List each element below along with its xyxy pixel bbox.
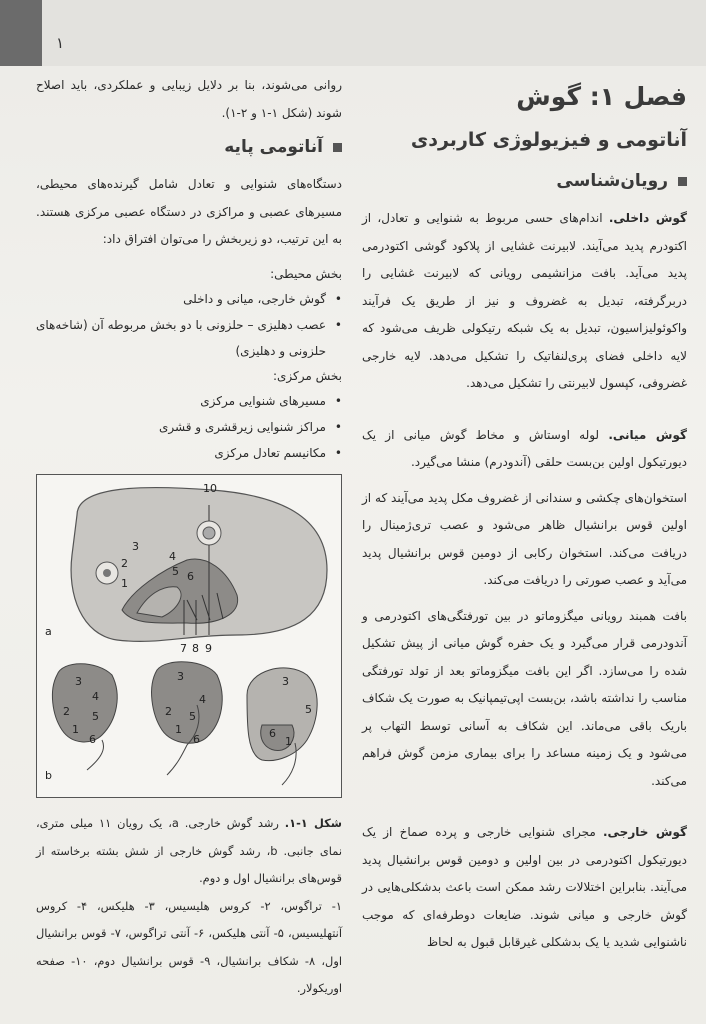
label-5: 5 bbox=[172, 565, 179, 578]
middle-ear-text-3: بافت همبند رویانی میگزوماتو در بین تورفتگی‌های اکتودرمی و آندودرمی قرار می‌گیرد و یک حفره گوش میانی از پیش تشکیل شده را می‌سازد. اگر این بافت میگزوماتو بعد از تولد تورفتگی مناسب را نداشته باشد، بن‌بست اپی‌تیمپانیک به صورت یک شکاف باریک باقی می‌ماند. این شکاف به آسانی توسط التهاب پر می‌شود و یک زمینه مساعد را برای بیماری مزمن گوش فراهم می‌کند. bbox=[362, 608, 687, 788]
middle-ear-paragraph bbox=[362, 422, 687, 477]
stage-label: 4 bbox=[92, 690, 99, 703]
inner-ear-lead: گوش داخلی. bbox=[608, 211, 687, 225]
figure-drawing bbox=[37, 475, 341, 797]
label-7: 7 bbox=[180, 642, 187, 655]
header-band bbox=[0, 0, 706, 66]
stage-label: 6 bbox=[269, 727, 276, 740]
caption-main bbox=[36, 810, 342, 893]
outer-ear-lead: گوش خارجی. bbox=[602, 825, 687, 839]
stage-label: 1 bbox=[175, 723, 182, 736]
stage-label: 6 bbox=[89, 733, 96, 746]
list-item: • مسیرهای شنوایی مرکزی bbox=[36, 388, 342, 414]
peripheral-list bbox=[36, 286, 342, 364]
panel-b-label: b bbox=[45, 769, 52, 782]
ear-stage-2 bbox=[152, 662, 223, 775]
label-4: 4 bbox=[169, 550, 176, 563]
list-item: • مکانیسم تعادل مرکزی bbox=[36, 440, 342, 466]
stage-label: 5 bbox=[92, 710, 99, 723]
stage-label: 3 bbox=[282, 675, 289, 688]
list-item: • عصب دهلیزی – حلزونی با دو بخش مربوطه آن (شاخه‌های حلزونی و دهلیزی) bbox=[36, 312, 342, 364]
basic-anatomy-heading bbox=[36, 137, 342, 157]
stage-label: 5 bbox=[189, 710, 196, 723]
caption-text-2: ۱- تراگوس، ۲- کروس هلیسیس، ۳- هلیکس، ۴- کروس آنتهلیسیس، ۵- آنتی هلیکس، ۶- آنتی تراگوس، ۷- قوس برانشیال اول، ۸- شکاف برانشیال، ۹- قوس برانشیال دوم، ۱۰- صفحه اوریکولار. bbox=[36, 898, 343, 995]
label-1: 1 bbox=[121, 577, 128, 590]
central-list bbox=[36, 388, 342, 466]
list-item: • مراکز شنوایی زیرقشری و قشری bbox=[36, 414, 342, 440]
central-heading: بخش مرکزی: bbox=[272, 368, 342, 383]
page-number: ۱ bbox=[56, 34, 65, 52]
figure-caption bbox=[36, 810, 342, 1003]
embryology-heading bbox=[362, 171, 687, 191]
label-9: 9 bbox=[205, 642, 212, 655]
stage-label: 1 bbox=[285, 735, 292, 748]
left-column bbox=[36, 72, 342, 466]
header-dark-block bbox=[0, 0, 42, 66]
embryo-ear-figure bbox=[36, 474, 342, 798]
panel-a-label: a bbox=[45, 625, 52, 638]
middle-ear-text-2: استخوان‌های چکشی و سندانی از غضروف مکل پدید می‌آیند که از اولین قوس برانشیال ظاهر می‌شود و عصب تری‌ژمینال را دریافت می‌کند. استخوان رکابی از دومین قوس برانشیال پدید می‌آید و عصب صورتی را دریافت می‌کند. bbox=[362, 490, 687, 587]
stage-label: 5 bbox=[305, 703, 312, 716]
label-2: 2 bbox=[121, 557, 128, 570]
square-bullet-icon bbox=[333, 143, 342, 152]
stage-label: 2 bbox=[63, 705, 70, 718]
label-8: 8 bbox=[192, 642, 199, 655]
inner-ear-text: اندام‌های حسی مربوط به شنوایی و تعادل، از اکتودرم پدید می‌آیند. لابیرنت غشایی از پلاکود گوشی اکتودرمی پدید می‌آید. بافت مزانشیمی رویانی که لابیرنت غشایی را دربرگرفته، تبدیل به غضروف و نیز از طریق یک فرآیند واکوئولیزاسیون، تبدیل به یک شبکه رتیکولی ظریف می‌شود که لایه داخلی فضای پری‌لنفاتیک را تشکیل می‌دهد. لایه خارجی غضروفی، کپسول لابیرنتی را تشکیل می‌دهد. bbox=[362, 211, 687, 390]
stage-label: 6 bbox=[193, 733, 200, 746]
inner-ear-paragraph bbox=[362, 205, 687, 398]
middle-ear-lead: گوش میانی. bbox=[608, 427, 687, 442]
section-title: آناتومی و فیزیولوژی کاربردی bbox=[410, 129, 687, 151]
embryology-title: رویان‌شناسی bbox=[556, 171, 668, 191]
continuation-text: روانی می‌شوند، بنا بر دلایل زیبایی و عملکردی، باید اصلاح شوند (شکل ۱-۱ و ۲-۱). bbox=[36, 78, 342, 120]
middle-ear-text-1: لوله اوستاش و مخاط گوش میانی از یک دیورتیکول اولین بن‌بست حلقی (آندودرم) منشا می‌گیرد. bbox=[362, 427, 687, 469]
outer-ear-text: مجرای شنوایی خارجی و پرده صماخ از یک دیورتیکول اکتودرمی در بین اولین و دومین قوس برانشیال پدید می‌آیند. بنابراین اختلالات رشد ممکن است باعث بدشکلی‌هایی در گوش خارجی و میانی شوند. ضایعات دوطرفه‌ای که موجب ناشنوایی شدید یا یک بدشکلی غیرقابل قبول به لحاظ bbox=[362, 825, 687, 949]
basic-anatomy-title: آناتومی پایه bbox=[224, 137, 323, 157]
caption-lead: شکل ۱-۱. bbox=[284, 816, 342, 830]
intro-text: دستگاه‌های شنوایی و تعادل شامل گیرنده‌های محیطی، مسیرهای عصبی و مراکزی در دستگاه عصبی مرکزی هستند. به این ترتیب، دو زیربخش را می‌توان افتراق داد: bbox=[36, 177, 342, 246]
chapter-title: فصل ۱: گوش bbox=[516, 82, 687, 111]
square-bullet-icon bbox=[678, 177, 687, 186]
stage-label: 4 bbox=[199, 693, 206, 706]
label-10: 10 bbox=[203, 482, 217, 495]
stage-label: 2 bbox=[165, 705, 172, 718]
caption-text-1: رشد گوش خارجی. a، یک رویان ۱۱ میلی متری، نمای جانبی. b، رشد گوش خارجی از شش بشته برخاسته از قوس‌های برانشیال اول و دوم. bbox=[36, 816, 342, 885]
right-column bbox=[362, 82, 687, 965]
stage-label: 1 bbox=[72, 723, 79, 736]
label-3: 3 bbox=[132, 540, 139, 553]
stage-label: 3 bbox=[177, 670, 184, 683]
outer-ear-paragraph bbox=[362, 819, 687, 957]
stage-label: 3 bbox=[75, 675, 82, 688]
list-item: • گوش خارجی، میانی و داخلی bbox=[36, 286, 342, 312]
peripheral-heading: بخش محیطی: bbox=[270, 266, 342, 281]
label-6: 6 bbox=[187, 570, 194, 583]
